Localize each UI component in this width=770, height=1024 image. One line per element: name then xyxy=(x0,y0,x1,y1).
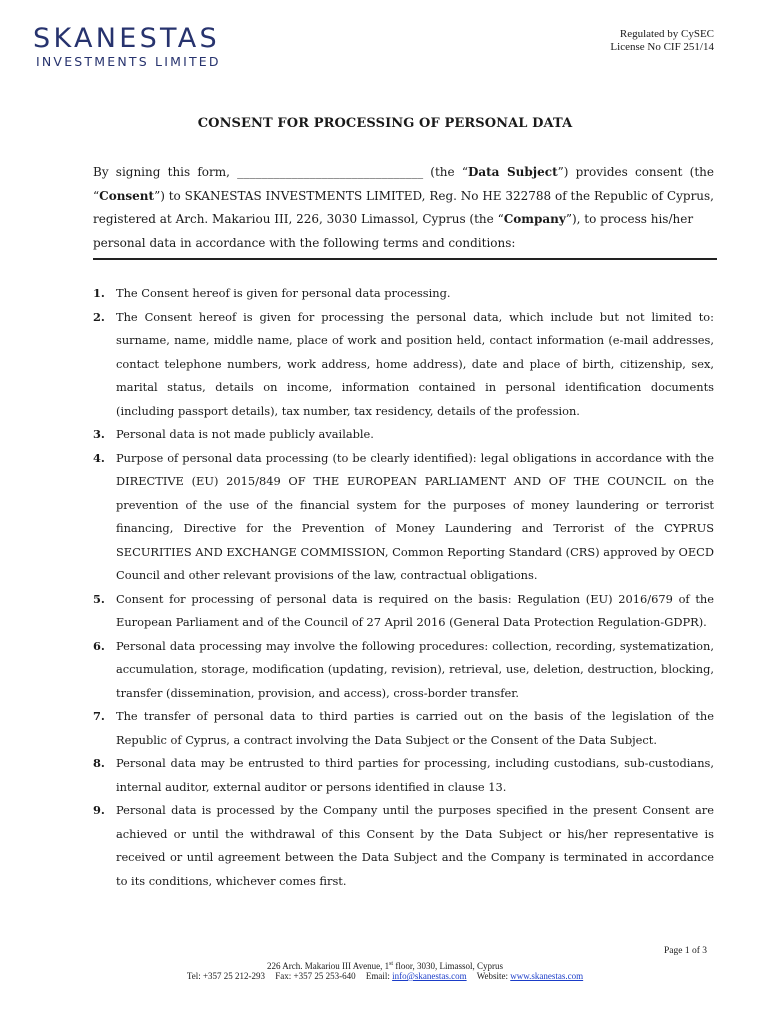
intro-text: ”) to SKANESTAS INVESTMENTS LIMITED, Reg. No HE 322788 of the Republic of Cyprus, registered at Arch. Makariou III, 226, 3030 Limassol, Cyprus (the “ xyxy=(93,188,714,227)
clause-text: Consent for processing of personal data is required on the basis: Regulation (EU) 2016/679 of the European Parliament and of the Council of 27 April 2016 (General Data Protection Regulation-GDPR). xyxy=(116,591,714,629)
regulator-info xyxy=(610,28,714,54)
clause-number: 8. xyxy=(93,756,105,770)
company-term: Company xyxy=(503,212,566,227)
clause-item xyxy=(93,799,714,893)
clause-text: The Consent hereof is given for personal data processing. xyxy=(116,286,451,300)
clause-number: 4. xyxy=(93,450,105,465)
phone-number: Tel: +357 25 212-293 xyxy=(186,971,266,981)
clause-text: The Consent hereof is given for processing the personal data, which include but not limited to: surname, name, middle name, place of work and position held, contact information (e-mail addresses, contact telephone numbers, work address, home address), date and place of birth, citizenship, sex, marital status, details on income, information contained in personal identification documents (including passport details), tax number, tax residency, details of the profession. xyxy=(116,309,714,418)
license-line: License No CIF 251/14 xyxy=(610,41,714,53)
company-logo xyxy=(33,24,221,70)
intro-paragraph xyxy=(93,161,714,255)
clause-item xyxy=(93,447,714,588)
website-link[interactable]: www.skanestas.com xyxy=(510,971,584,981)
regulator-line: Regulated by CySEC xyxy=(619,28,714,40)
fax-number: Fax: +357 25 253-640 xyxy=(275,971,356,981)
clause-text: Personal data processing may involve the following procedures: collection, recording, systematization, accumulation, storage, modification (updating, revision), retrieval, use, deletion, destruction, blocking, transfer (dissemination, provision, and access), cross-border transfer. xyxy=(116,638,714,700)
document-title: CONSENT FOR PROCESSING OF PERSONAL DATA xyxy=(197,116,573,131)
clause-text: Personal data may be entrusted to third parties for processing, including custodians, sub-custodians, internal auditor, external auditor or persons identified in clause 13. xyxy=(116,756,714,794)
clause-item xyxy=(93,705,714,752)
clause-item xyxy=(93,752,714,799)
clause-item xyxy=(93,306,714,424)
intro-text: ”) provides consent (the “ xyxy=(93,165,714,203)
clause-number: 5. xyxy=(93,591,105,606)
clause-text: The transfer of personal data to third parties is carried out on the basis of the legislation of the Republic of Cyprus, a contract involving the Data Subject or the Consent of the Data Subject. xyxy=(116,709,714,747)
email-label: Email: xyxy=(365,971,390,981)
address-text: 226 Arch. Makariou III Avenue, 1 xyxy=(267,961,390,971)
consent-term: Consent xyxy=(99,188,155,203)
footer-contact xyxy=(0,970,770,982)
address-superscript: st xyxy=(389,961,394,967)
clause-number: 6. xyxy=(93,638,105,653)
clause-list xyxy=(93,282,714,893)
intro-text: ”), to process his/her xyxy=(565,212,694,227)
clause-number: 1. xyxy=(93,286,105,300)
clause-number: 2. xyxy=(93,309,105,324)
clause-item xyxy=(93,588,714,635)
intro-text: personal data in accordance with the following terms and conditions: xyxy=(93,235,516,250)
clause-number: 9. xyxy=(93,803,105,817)
clause-text: Personal data is processed by the Company until the purposes specified in the present Consent are achieved or until the withdrawal of this Consent by the Data Subject or his/her representative is received or until agreement between the Data Subject and the Company is terminated in accordance to its conditions, whichever comes first. xyxy=(116,803,714,888)
clause-number: 3. xyxy=(93,427,105,441)
clause-item xyxy=(93,282,714,306)
logo-wordmark: SKANESTAS xyxy=(33,23,220,54)
intro-text: By signing this form, _______________________________ (the “ xyxy=(93,165,468,179)
clause-number: 7. xyxy=(93,709,105,723)
clause-text: Personal data is not made publicly available. xyxy=(116,427,374,441)
clause-item xyxy=(93,423,714,447)
clause-item xyxy=(93,635,714,706)
page-number: Page 1 of 3 xyxy=(663,946,707,956)
clause-text: Purpose of personal data processing (to be clearly identified): legal obligations in accordance with the DIRECTIVE (EU) 2015/849 OF THE EUROPEAN PARLIAMENT AND OF THE COUNCIL on the prevention of the use of the financial system for the purposes of money laundering or terrorist financing, Directive for the Prevention of Money Laundering and Terrorist of the CYPRUS SECURITIES AND EXCHANGE COMMISSION, Common Reporting Standard (CRS) approved by OECD Council and other relevant provisions of the law, contractual obligations. xyxy=(116,450,714,582)
logo-subtitle: INVESTMENTS LIMITED xyxy=(36,54,221,69)
section-divider xyxy=(93,258,717,260)
website-label: Website: xyxy=(476,971,508,981)
email-link[interactable]: info@skanestas.com xyxy=(392,971,467,981)
address-text: floor, 3030, Limassol, Cyprus xyxy=(393,961,503,971)
data-subject-term: Data Subject xyxy=(467,165,558,179)
